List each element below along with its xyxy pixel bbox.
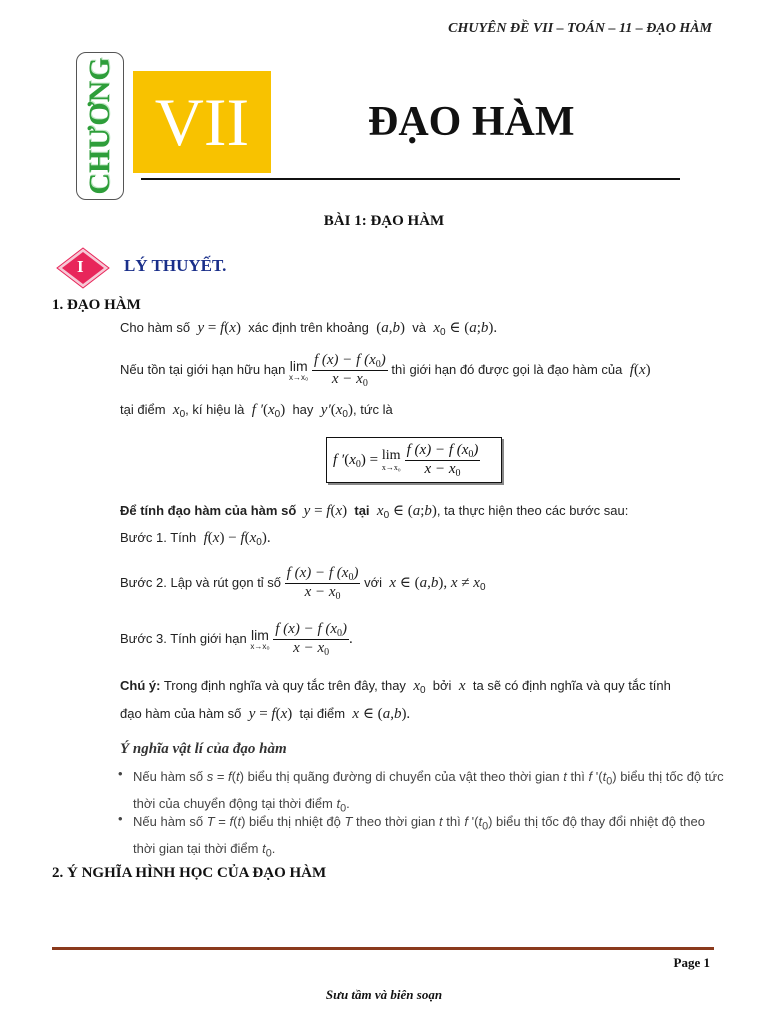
text-fragment: Bước 1. Tính	[120, 530, 197, 545]
text-fragment: , kí hiệu là	[185, 402, 245, 417]
text-fragment: thì	[446, 814, 461, 829]
part2-heading: 2. Ý NGHĨA HÌNH HỌC CỦA ĐẠO HÀM	[52, 865, 327, 881]
text-fragment: thị tốc độ tức thời của chuyển động tại thời điểm	[133, 769, 724, 811]
text-fragment: đạo hàm của hàm số	[120, 706, 242, 721]
text-fragment: Trong định nghĩa và quy tắc trên đây, thay	[163, 678, 406, 693]
part1-heading: 1. ĐẠO HÀM	[52, 297, 141, 313]
bullet-icon: •	[118, 811, 123, 826]
definition-line-3: tại điểm $x_0$, kí hiệu là f $'(x_0)$ hay $y'(x_0)$, tức là	[120, 402, 393, 420]
chapter-number-box	[133, 71, 271, 173]
text-fragment: nhiệt độ theo thời gian tại thời điểm	[133, 814, 705, 856]
text-fragment: tại điểm	[120, 402, 166, 417]
text-fragment: , ta thực hiện theo các bước sau:	[436, 503, 629, 518]
text-fragment: Bước 3. Tính giới hạn	[120, 630, 247, 646]
text-fragment: và	[412, 320, 426, 335]
chapter-word-box	[76, 52, 124, 200]
text-fragment: thì giới hạn đó được gọi là đạo hàm của	[391, 361, 623, 377]
derivative-definition-box: f $'(x_0)$ = lim x→x₀ $\frac{f (x) - f (x_0)}{x - x_0}$	[326, 437, 502, 483]
text-fragment: Nếu hàm số	[133, 769, 204, 784]
bullet-icon: •	[118, 766, 123, 781]
chapter-word: CHƯƠNG	[83, 57, 116, 195]
note-line-1: Chú ý: Trong định nghĩa và quy tắc trên đây, thay $x_0$ bởi x ta sẽ có định nghĩa và quy tắc tính	[120, 678, 671, 696]
note-line-2: đạo hàm của hàm số y = f(x) tại điểm x ∈ (a,b).	[120, 706, 411, 722]
text-fragment: biểu	[620, 769, 645, 784]
text-fragment: Nếu tồn tại giới hạn hữu hạn	[120, 361, 286, 377]
text-fragment: Nếu hàm số	[133, 814, 204, 829]
text-fragment: bởi	[432, 678, 452, 693]
title-underline	[141, 178, 680, 180]
text-fragment: xác định trên khoảng	[248, 320, 369, 335]
definition-line-2: Nếu tồn tại giới hạn hữu hạn lim x→x₀ $\frac{f (x) - f (x_0)}{x - x_0}$ thì giới hạn đó được gọi là đạo hàm của f(x)	[120, 352, 651, 389]
steps-intro: Để tính đạo hàm của hàm số y = f(x) tại $x_0$ ∈ (a;b), ta thực hiện theo các bước sau:	[120, 503, 629, 521]
text-fragment: theo thời gian	[356, 814, 436, 829]
text-fragment: biểu thị tốc độ thay đổi	[496, 814, 627, 829]
step-2: Bước 2. Lập và rút gọn tỉ số $\frac{f (x) - f (x_0)}{x - x_0}$ với x ∈ (a,b), $x \ne x_0$	[120, 565, 486, 602]
text-fragment: ta sẽ có định nghĩa và quy tắc tính	[472, 678, 671, 693]
text-fragment: biểu thị quãng đường di chuyển của vật theo thời gian	[247, 769, 560, 784]
text-fragment: tại điểm	[299, 706, 346, 721]
text-fragment: tại	[354, 503, 370, 518]
chapter-title: ĐẠO HÀM	[368, 99, 575, 145]
text-fragment: hay	[292, 402, 314, 417]
text-fragment: Cho hàm số	[120, 320, 191, 335]
definition-line-1: Cho hàm số y = f(x) xác định trên khoảng (a,b) và $x_0$ ∈ (a;b).	[120, 320, 498, 338]
page-number: Page 1	[673, 955, 710, 970]
text-fragment: biểu thị nhiệt độ	[249, 814, 341, 829]
step-1: Bước 1. Tính $f(x) - f(x_0)$.	[120, 530, 271, 548]
text-fragment: Để tính đạo hàm của hàm số	[120, 503, 297, 518]
text-fragment: với	[364, 574, 382, 590]
text-fragment: Bước 2. Lập và rút gọn tỉ số	[120, 574, 282, 590]
note-label: Chú ý:	[120, 678, 161, 693]
footer-rule	[52, 947, 714, 950]
section-title: LÝ THUYẾT.	[124, 256, 227, 275]
step-3: Bước 3. Tính giới hạn lim x→x₀ $\frac{f (x) - f (x_0)}{x - x_0}$ .	[120, 621, 353, 658]
lesson-title: BÀI 1: ĐẠO HÀM	[323, 213, 445, 229]
text-fragment: thì	[570, 769, 585, 784]
physical-meaning-title: Ý nghĩa vật lí của đạo hàm	[120, 741, 287, 757]
chapter-number: VII	[154, 84, 250, 160]
footer-note: Sưu tầm và biên soạn	[325, 987, 443, 1002]
header-title: CHUYÊN ĐỀ VII – TOÁN – 11 – ĐẠO HÀM	[448, 21, 712, 36]
section-roman-numeral: I	[77, 257, 84, 276]
text-fragment: , tức là	[352, 402, 393, 417]
